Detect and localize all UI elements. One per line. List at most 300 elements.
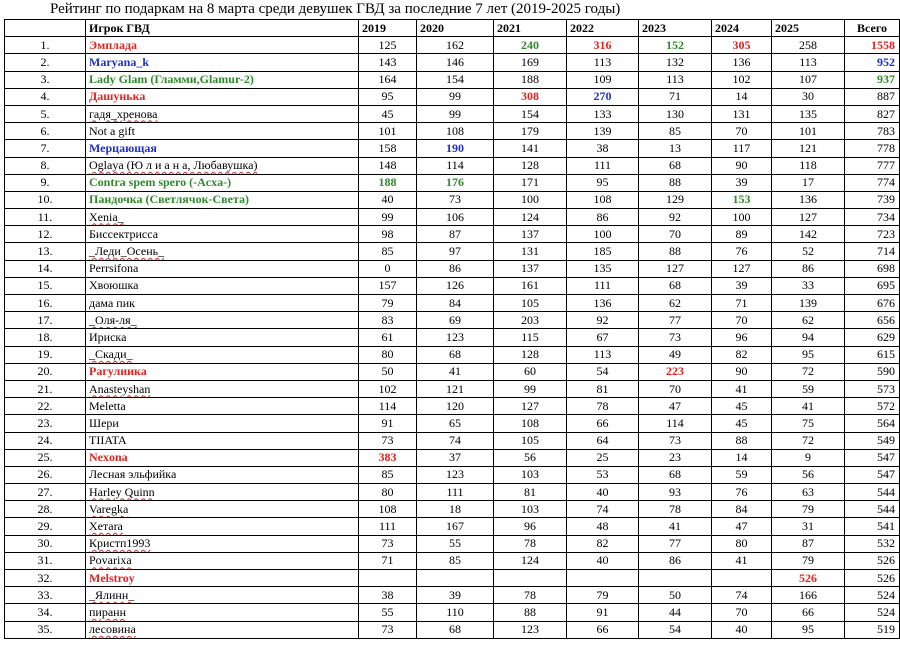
year-value-cell: 39: [712, 174, 772, 191]
rating-table: [4, 19, 900, 639]
year-value-cell: 139: [567, 123, 639, 140]
player-name-cell: Lady Glam (Гламми,Glamur-2): [86, 71, 359, 88]
year-value-cell: 76: [712, 484, 772, 501]
table-row: [5, 140, 900, 157]
table-row: [5, 621, 900, 638]
year-value-cell: 95: [772, 346, 845, 363]
year-value-cell: 111: [359, 518, 417, 535]
year-value-cell: 70: [712, 312, 772, 329]
year-value-cell: 97: [417, 243, 494, 260]
year-value-cell: 179: [494, 123, 567, 140]
total-cell: 590: [845, 363, 900, 380]
year-value-cell: 50: [639, 587, 712, 604]
year-value-cell: 81: [494, 484, 567, 501]
year-value-cell: 142: [772, 226, 845, 243]
year-value-cell: 54: [567, 363, 639, 380]
table-row: [5, 398, 900, 415]
year-value-cell: 109: [567, 71, 639, 88]
table-row: [5, 432, 900, 449]
year-value-cell: 127: [639, 260, 712, 277]
player-name-cell: Not a gift: [86, 123, 359, 140]
year-value-cell: 127: [772, 209, 845, 226]
header-year: 2025: [772, 20, 845, 37]
year-value-cell: 154: [494, 105, 567, 122]
player-name-cell: Ириска: [86, 329, 359, 346]
year-value-cell: 111: [417, 484, 494, 501]
player-name-cell: Harley Quinn: [86, 484, 359, 501]
year-value-cell: 50: [359, 363, 417, 380]
year-value-cell: 70: [639, 226, 712, 243]
year-value-cell: 62: [772, 312, 845, 329]
year-value-cell: 135: [567, 260, 639, 277]
total-cell: 723: [845, 226, 900, 243]
rank-cell: 18.: [5, 329, 86, 346]
year-value-cell: 40: [712, 621, 772, 638]
table-row: [5, 535, 900, 552]
year-value-cell: 68: [639, 466, 712, 483]
year-value-cell: 78: [494, 535, 567, 552]
total-cell: 827: [845, 105, 900, 122]
rank-cell: 2.: [5, 54, 86, 71]
player-name-cell: Perrsifona: [86, 260, 359, 277]
rank-cell: 23.: [5, 415, 86, 432]
year-value-cell: 86: [639, 552, 712, 569]
year-value-cell: 91: [567, 604, 639, 621]
year-value-cell: 114: [359, 398, 417, 415]
year-value-cell: 84: [712, 501, 772, 518]
year-value-cell: 101: [772, 123, 845, 140]
year-value-cell: 72: [772, 432, 845, 449]
year-value-cell: 56: [772, 466, 845, 483]
year-value-cell: 99: [417, 88, 494, 105]
rank-cell: 14.: [5, 260, 86, 277]
year-value-cell: 164: [359, 71, 417, 88]
year-value-cell: 80: [359, 484, 417, 501]
year-value-cell: 113: [772, 54, 845, 71]
rank-cell: 9.: [5, 174, 86, 191]
rank-cell: 8.: [5, 157, 86, 174]
table-row: [5, 518, 900, 535]
player-name-cell: Рагулиика: [86, 363, 359, 380]
year-value-cell: 79: [772, 552, 845, 569]
table-body: [5, 37, 900, 639]
rank-cell: 35.: [5, 621, 86, 638]
total-cell: 564: [845, 415, 900, 432]
year-value-cell: 38: [567, 140, 639, 157]
player-name-cell: Meletta: [86, 398, 359, 415]
player-name-cell: дама пик: [86, 295, 359, 312]
year-value-cell: 102: [359, 380, 417, 397]
player-name-cell: Melstroy: [86, 570, 359, 587]
table-row: [5, 174, 900, 191]
year-value-cell: 316: [567, 37, 639, 54]
year-value-cell: [639, 570, 712, 587]
player-name-cell: гадя_хренова: [86, 105, 359, 122]
year-value-cell: 153: [712, 191, 772, 208]
year-value-cell: 171: [494, 174, 567, 191]
rank-cell: 20.: [5, 363, 86, 380]
year-value-cell: 18: [417, 501, 494, 518]
year-value-cell: 92: [567, 312, 639, 329]
header-year: 2022: [567, 20, 639, 37]
year-value-cell: 94: [772, 329, 845, 346]
table-row: [5, 552, 900, 569]
page-title: Рейтинг по подаркам на 8 марта среди девушек ГВД за последние 7 лет (2019-2025 годы): [50, 1, 621, 17]
total-cell: 1558: [845, 37, 900, 54]
player-name-cell: _Леди_Осень_: [86, 243, 359, 260]
year-value-cell: 176: [417, 174, 494, 191]
header-year: 2024: [712, 20, 772, 37]
year-value-cell: 64: [567, 432, 639, 449]
rank-cell: 3.: [5, 71, 86, 88]
rank-cell: 7.: [5, 140, 86, 157]
year-value-cell: 44: [639, 604, 712, 621]
total-cell: 544: [845, 501, 900, 518]
year-value-cell: 185: [567, 243, 639, 260]
year-value-cell: 141: [494, 140, 567, 157]
table-row: [5, 191, 900, 208]
player-name-cell: Эмплада: [86, 37, 359, 54]
total-cell: 777: [845, 157, 900, 174]
player-name-cell: Лесная эльфийка: [86, 466, 359, 483]
rank-cell: 11.: [5, 209, 86, 226]
year-value-cell: 38: [359, 587, 417, 604]
rank-cell: 29.: [5, 518, 86, 535]
total-cell: 532: [845, 535, 900, 552]
player-name-cell: _Оля-ля_: [86, 312, 359, 329]
rank-cell: 31.: [5, 552, 86, 569]
rank-cell: 12.: [5, 226, 86, 243]
year-value-cell: 99: [417, 105, 494, 122]
year-value-cell: 66: [772, 604, 845, 621]
table-row: [5, 209, 900, 226]
year-value-cell: 30: [772, 88, 845, 105]
year-value-cell: [359, 570, 417, 587]
table-row: [5, 54, 900, 71]
table-row: [5, 415, 900, 432]
year-value-cell: 45: [712, 415, 772, 432]
table-row: [5, 380, 900, 397]
total-cell: 544: [845, 484, 900, 501]
year-value-cell: 126: [417, 277, 494, 294]
table-row: [5, 570, 900, 587]
year-value-cell: 84: [417, 295, 494, 312]
year-value-cell: 148: [359, 157, 417, 174]
year-value-cell: 190: [417, 140, 494, 157]
year-value-cell: 133: [567, 105, 639, 122]
year-value-cell: 99: [494, 380, 567, 397]
year-value-cell: 52: [772, 243, 845, 260]
total-cell: 572: [845, 398, 900, 415]
year-value-cell: 124: [494, 209, 567, 226]
year-value-cell: 114: [417, 157, 494, 174]
year-value-cell: 17: [772, 174, 845, 191]
year-value-cell: 136: [567, 295, 639, 312]
year-value-cell: 74: [417, 432, 494, 449]
year-value-cell: 79: [567, 587, 639, 604]
year-value-cell: 100: [712, 209, 772, 226]
total-cell: 778: [845, 140, 900, 157]
total-cell: 774: [845, 174, 900, 191]
year-value-cell: 118: [772, 157, 845, 174]
player-name-cell: Xeтara: [86, 518, 359, 535]
year-value-cell: 39: [712, 277, 772, 294]
year-value-cell: 113: [567, 346, 639, 363]
year-value-cell: 85: [417, 552, 494, 569]
year-value-cell: 167: [417, 518, 494, 535]
player-name-cell: _Ялинн_: [86, 587, 359, 604]
year-value-cell: 73: [417, 191, 494, 208]
player-name-cell: лесовина: [86, 621, 359, 638]
player-name-cell: Varegka: [86, 501, 359, 518]
player-name-cell: Contra spem spero (-Acxa-): [86, 174, 359, 191]
rank-cell: 1.: [5, 37, 86, 54]
year-value-cell: 47: [712, 518, 772, 535]
rank-cell: 13.: [5, 243, 86, 260]
year-value-cell: 78: [494, 587, 567, 604]
year-value-cell: 71: [639, 88, 712, 105]
year-value-cell: 95: [772, 621, 845, 638]
year-value-cell: 92: [639, 209, 712, 226]
year-value-cell: 77: [639, 535, 712, 552]
table-row: [5, 88, 900, 105]
rank-cell: 27.: [5, 484, 86, 501]
player-name-cell: Anasteyshan: [86, 380, 359, 397]
year-value-cell: 127: [712, 260, 772, 277]
player-name-cell: TIIATA: [86, 432, 359, 449]
year-value-cell: 129: [639, 191, 712, 208]
total-cell: 739: [845, 191, 900, 208]
year-value-cell: 115: [494, 329, 567, 346]
year-value-cell: 123: [417, 329, 494, 346]
year-value-cell: 0: [359, 260, 417, 277]
year-value-cell: 40: [567, 552, 639, 569]
player-name-cell: Povarixa: [86, 552, 359, 569]
total-cell: 524: [845, 604, 900, 621]
total-cell: 695: [845, 277, 900, 294]
year-value-cell: 157: [359, 277, 417, 294]
player-name-cell: Мерцающая: [86, 140, 359, 157]
year-value-cell: 105: [494, 295, 567, 312]
year-value-cell: 96: [712, 329, 772, 346]
year-value-cell: 161: [494, 277, 567, 294]
year-value-cell: 14: [712, 449, 772, 466]
year-value-cell: 146: [417, 54, 494, 71]
year-value-cell: 39: [417, 587, 494, 604]
total-cell: 541: [845, 518, 900, 535]
year-value-cell: [712, 570, 772, 587]
year-value-cell: 41: [639, 518, 712, 535]
year-value-cell: 123: [417, 466, 494, 483]
table-row: [5, 484, 900, 501]
year-value-cell: 137: [494, 260, 567, 277]
table-row: [5, 105, 900, 122]
year-value-cell: 120: [417, 398, 494, 415]
year-value-cell: 128: [494, 346, 567, 363]
year-value-cell: 81: [567, 380, 639, 397]
year-value-cell: 41: [712, 380, 772, 397]
total-cell: 519: [845, 621, 900, 638]
year-value-cell: 88: [712, 432, 772, 449]
year-value-cell: 123: [494, 621, 567, 638]
year-value-cell: 71: [712, 295, 772, 312]
rank-cell: 24.: [5, 432, 86, 449]
rank-cell: 32.: [5, 570, 86, 587]
year-value-cell: 154: [417, 71, 494, 88]
total-cell: 887: [845, 88, 900, 105]
year-value-cell: 31: [772, 518, 845, 535]
year-value-cell: 85: [359, 243, 417, 260]
total-cell: 656: [845, 312, 900, 329]
year-value-cell: 96: [494, 518, 567, 535]
year-value-cell: 70: [712, 604, 772, 621]
year-value-cell: 40: [359, 191, 417, 208]
year-value-cell: 86: [417, 260, 494, 277]
year-value-cell: 68: [639, 277, 712, 294]
rank-cell: 33.: [5, 587, 86, 604]
year-value-cell: [417, 570, 494, 587]
table-row: [5, 466, 900, 483]
year-value-cell: 70: [639, 380, 712, 397]
year-value-cell: 82: [567, 535, 639, 552]
header-total: Всего: [845, 20, 900, 37]
year-value-cell: 128: [494, 157, 567, 174]
year-value-cell: 131: [494, 243, 567, 260]
year-value-cell: 71: [359, 552, 417, 569]
year-value-cell: 33: [772, 277, 845, 294]
year-value-cell: 121: [772, 140, 845, 157]
year-value-cell: 41: [712, 552, 772, 569]
total-cell: 547: [845, 449, 900, 466]
table-row: [5, 587, 900, 604]
year-value-cell: 130: [639, 105, 712, 122]
year-value-cell: 93: [639, 484, 712, 501]
year-value-cell: 82: [712, 346, 772, 363]
table-row: [5, 312, 900, 329]
year-value-cell: 59: [772, 380, 845, 397]
rank-cell: 6.: [5, 123, 86, 140]
rank-cell: 4.: [5, 88, 86, 105]
year-value-cell: 68: [639, 157, 712, 174]
year-value-cell: 100: [494, 191, 567, 208]
year-value-cell: 88: [639, 174, 712, 191]
year-value-cell: 113: [639, 71, 712, 88]
year-value-cell: 73: [639, 329, 712, 346]
year-value-cell: 78: [567, 398, 639, 415]
rank-cell: 22.: [5, 398, 86, 415]
year-value-cell: 110: [417, 604, 494, 621]
year-value-cell: 69: [417, 312, 494, 329]
player-name-cell: Nexona: [86, 449, 359, 466]
year-value-cell: 65: [417, 415, 494, 432]
year-value-cell: 76: [712, 243, 772, 260]
year-value-cell: 101: [359, 123, 417, 140]
year-value-cell: 90: [712, 157, 772, 174]
table-row: [5, 501, 900, 518]
year-value-cell: 66: [567, 621, 639, 638]
player-name-cell: Шери: [86, 415, 359, 432]
table-row: [5, 329, 900, 346]
player-name-cell: Биссектрисса: [86, 226, 359, 243]
year-value-cell: 124: [494, 552, 567, 569]
year-value-cell: 166: [772, 587, 845, 604]
year-value-cell: 135: [772, 105, 845, 122]
year-value-cell: 13: [639, 140, 712, 157]
year-value-cell: 188: [494, 71, 567, 88]
table-row: [5, 37, 900, 54]
rank-cell: 28.: [5, 501, 86, 518]
year-value-cell: 75: [772, 415, 845, 432]
year-value-cell: 41: [417, 363, 494, 380]
rank-cell: 5.: [5, 105, 86, 122]
year-value-cell: 88: [494, 604, 567, 621]
total-cell: 547: [845, 466, 900, 483]
table-row: [5, 123, 900, 140]
year-value-cell: 136: [772, 191, 845, 208]
year-value-cell: 105: [494, 432, 567, 449]
year-value-cell: 70: [712, 123, 772, 140]
year-value-cell: 103: [494, 501, 567, 518]
year-value-cell: 78: [639, 501, 712, 518]
table-row: [5, 295, 900, 312]
year-value-cell: 83: [359, 312, 417, 329]
year-value-cell: 25: [567, 449, 639, 466]
year-value-cell: 73: [359, 535, 417, 552]
year-value-cell: 73: [359, 432, 417, 449]
rank-cell: 34.: [5, 604, 86, 621]
year-value-cell: 61: [359, 329, 417, 346]
year-value-cell: 49: [639, 346, 712, 363]
year-value-cell: 56: [494, 449, 567, 466]
year-value-cell: 66: [567, 415, 639, 432]
year-value-cell: 108: [359, 501, 417, 518]
year-value-cell: 74: [712, 587, 772, 604]
rank-cell: 16.: [5, 295, 86, 312]
year-value-cell: 80: [712, 535, 772, 552]
year-value-cell: 188: [359, 174, 417, 191]
year-value-cell: 54: [639, 621, 712, 638]
year-value-cell: 55: [417, 535, 494, 552]
year-value-cell: 162: [417, 37, 494, 54]
rank-cell: 10.: [5, 191, 86, 208]
year-value-cell: 90: [712, 363, 772, 380]
year-value-cell: 258: [772, 37, 845, 54]
year-value-cell: 98: [359, 226, 417, 243]
year-value-cell: 152: [639, 37, 712, 54]
year-value-cell: 100: [567, 226, 639, 243]
year-value-cell: 88: [639, 243, 712, 260]
total-cell: 783: [845, 123, 900, 140]
total-cell: 734: [845, 209, 900, 226]
year-value-cell: 86: [567, 209, 639, 226]
year-value-cell: 40: [567, 484, 639, 501]
year-value-cell: 270: [567, 88, 639, 105]
year-value-cell: 53: [567, 466, 639, 483]
header-year: 2023: [639, 20, 712, 37]
year-value-cell: 108: [567, 191, 639, 208]
player-name-cell: Кристп1993: [86, 535, 359, 552]
player-name-cell: _Скади_: [86, 346, 359, 363]
year-value-cell: 169: [494, 54, 567, 71]
year-value-cell: 9: [772, 449, 845, 466]
rank-cell: 19.: [5, 346, 86, 363]
year-value-cell: 67: [567, 329, 639, 346]
table-row: [5, 157, 900, 174]
total-cell: 698: [845, 260, 900, 277]
year-value-cell: 14: [712, 88, 772, 105]
year-value-cell: 102: [712, 71, 772, 88]
year-value-cell: 73: [359, 621, 417, 638]
